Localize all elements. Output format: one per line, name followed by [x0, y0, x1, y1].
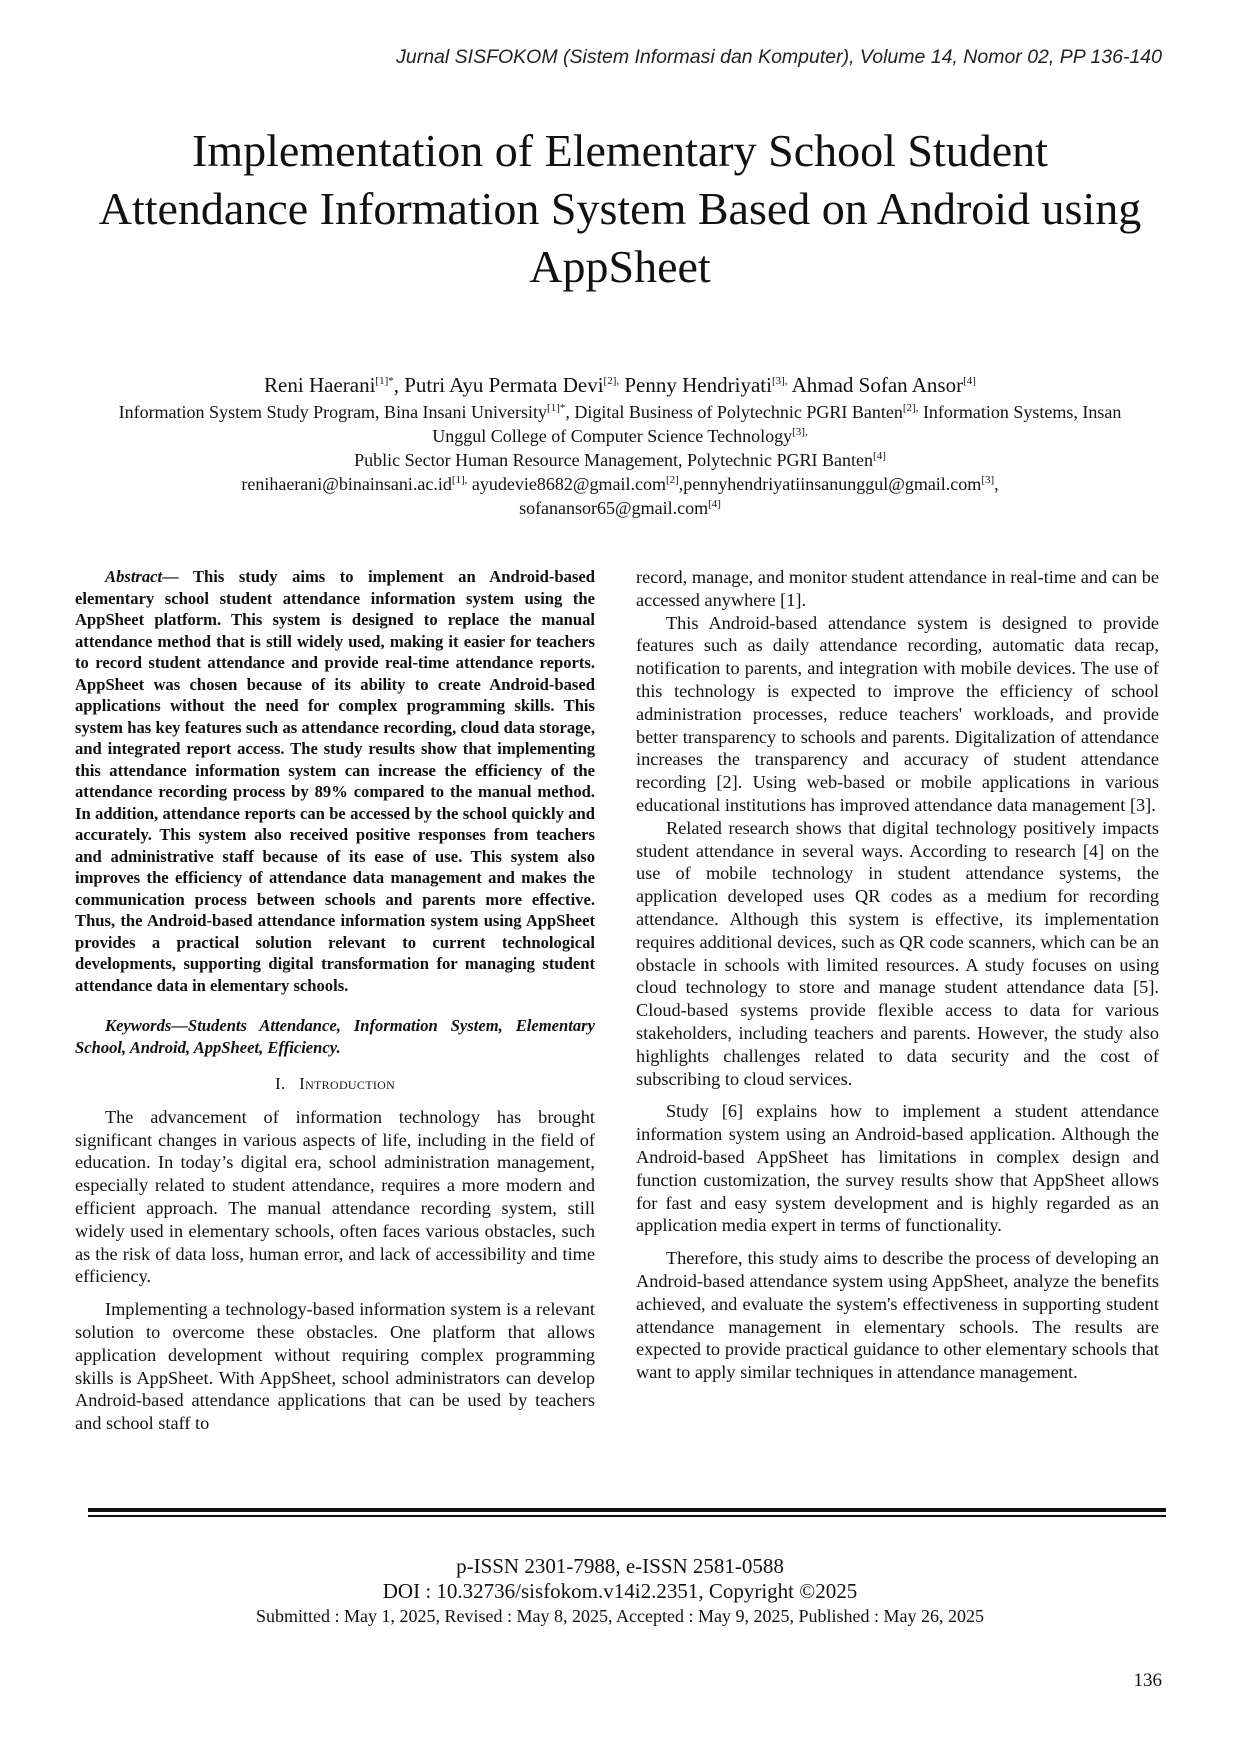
- right-column: [636, 566, 1159, 1384]
- author-separator: ,: [393, 373, 405, 397]
- author-affiliation-marker: [2],: [603, 375, 620, 387]
- abstract-dash: —: [162, 567, 193, 586]
- section-title: Introduction: [299, 1074, 396, 1093]
- left-column: [75, 566, 595, 1435]
- author-affiliation-marker: [3],: [771, 375, 788, 387]
- affiliation-text: Information Systems, Insan Unggul College of Computer Science Technology: [432, 402, 1122, 446]
- author-name: Ahmad Sofan Ansor: [791, 373, 964, 397]
- email-address: ayudevie8682@gmail.com: [467, 474, 666, 494]
- affiliation-marker: [1]*: [547, 402, 566, 414]
- author-name: Putri Ayu Permata Devi: [404, 373, 604, 397]
- page-footer: [90, 1554, 1150, 1628]
- body-paragraph: Related research shows that digital technology positively impacts student attendance in several ways. According to research [4] on the use of mobile technology in student attendance systems, the application developed uses QR codes as a medium for recording attendance. Although this system is effective, its implementation requires additional devices, such as QR code scanners, which can be an obstacle in schools with limited resources. A study focuses on using cloud technology to store and manage student attendance data [5]. Cloud-based systems provide flexible access to data for various stakeholders, including teachers and parents. However, the study also highlights challenges related to data security and the cost of subscribing to cloud services.: [636, 817, 1159, 1089]
- body-paragraph: Therefore, this study aims to describe the process of developing an Android-based attendance system using AppSheet, analyze the benefits achieved, and evaluate the system's effectiveness in supporting student attendance management in elementary schools. The results are expected to provide practical guidance to other elementary schools that want to apply similar techniques in attendance management.: [636, 1248, 1159, 1383]
- body-paragraph: Implementing a technology-based information system is a relevant solution to overcome these obstacles. One platform that allows application development without requiring complex programming skills is AppSheet. With AppSheet, school administrators can develop Android-based attendance applications that can be used by teachers and school staff to: [75, 1299, 595, 1434]
- affiliation-text: Information System Study Program, Bina Insani University: [118, 402, 548, 422]
- affiliation-marker: [2],: [902, 402, 919, 414]
- email-marker: [2]: [665, 474, 679, 486]
- footer-divider-thin: [88, 1515, 1166, 1517]
- author-affiliation-marker: [1]*: [375, 375, 394, 387]
- author-name: Reni Haerani: [264, 373, 376, 397]
- email-marker: [3]: [981, 474, 995, 486]
- email-line: [90, 496, 1150, 520]
- abstract: [75, 566, 595, 996]
- affiliations: [90, 400, 1150, 448]
- email-address: ,pennyhendriyatiinsanunggul@gmail.com: [678, 474, 982, 494]
- footer-divider-thick: [88, 1508, 1166, 1512]
- section-heading-introduction: [75, 1073, 595, 1096]
- page-number: 136: [1133, 1670, 1162, 1691]
- author-affiliation-marker: [4]: [963, 375, 976, 387]
- body-paragraph: Study [6] explains how to implement a student attendance information system using an Android-based application. Although the Android-based AppSheet has limitations in complex design and function customization, the survey results show that AppSheet allows for fast and easy system development and is highly regarded as an application media expert in terms of functionality.: [636, 1101, 1159, 1236]
- footer-doi: DOI : 10.32736/sisfokom.v14i2.2351, Copyright ©2025: [382, 1579, 858, 1603]
- author-list: [90, 372, 1150, 398]
- email-marker: [4]: [708, 498, 721, 510]
- email-address: sofanansor65@gmail.com: [519, 498, 709, 518]
- footer-issn: p-ISSN 2301-7988, e-ISSN 2581-0588: [456, 1554, 784, 1578]
- body-paragraph: record, manage, and monitor student attendance in real-time and can be accessed anywhere [1].: [636, 567, 1159, 610]
- footer-dates: Submitted : May 1, 2025, Revised : May 8, 2025, Accepted : May 9, 2025, Published : May 26, 2025: [256, 1606, 984, 1626]
- author-name: Penny Hendriyati: [624, 373, 772, 397]
- affiliation-marker: [4]: [873, 450, 886, 462]
- abstract-label: Abstract: [105, 567, 163, 586]
- email-marker: [1],: [451, 474, 468, 486]
- affiliation-line: [90, 448, 1150, 472]
- body-paragraph: This Android-based attendance system is designed to provide features such as daily attendance recording, automatic data recap, notification to parents, and integration with mobile devices. The use of this technology is expected to improve the efficiency of school administration processes, reduce teachers' workloads, and provide better transparency to schools and parents. Digitalization of attendance increases the transparency and accuracy of student attendance recording [2]. Using web-based or mobile applications in various educational institutions has improved attendance data management [3].: [636, 612, 1159, 815]
- affiliation-text: , Digital Business of Polytechnic PGRI Banten: [565, 402, 903, 422]
- journal-header: Jurnal SISFOKOM (Sistem Informasi dan Komputer), Volume 14, Nomor 02, PP 136-140: [396, 46, 1162, 68]
- email-separator: ,: [994, 474, 999, 494]
- email-list: [90, 472, 1150, 496]
- paper-title: Implementation of Elementary School Student Attendance Information System Based on Android using AppSheet: [98, 125, 1142, 292]
- email-address: renihaerani@binainsani.ac.id: [241, 474, 452, 494]
- body-paragraph: The advancement of information technology has brought significant changes in various aspects of life, including in the field of education. In today’s digital era, school administration management, especially related to student attendance, requires a more modern and efficient approach. The manual attendance recording system, still widely used in elementary schools, often faces various obstacles, such as the risk of data loss, human error, and lack of accessibility and time efficiency.: [75, 1106, 595, 1287]
- section-number: I.: [274, 1074, 286, 1093]
- keywords: Keywords—Students Attendance, Information System, Elementary School, Android, AppSheet, Efficiency.: [75, 1016, 595, 1057]
- authors-block: [90, 372, 1150, 520]
- abstract-text: This study aims to implement an Android-based elementary school student attendance information system using the AppSheet platform. This system is designed to replace the manual attendance method that is still widely used, making it easier for teachers to record student attendance and provide real-time attendance reports. AppSheet was chosen because of its ability to create Android-based applications without the need for complex programming skills. This system has key features such as attendance recording, cloud data storage, and integrated report access. The study results show that implementing this attendance information system can increase the efficiency of the attendance recording process by 89% compared to the manual method. In addition, attendance reports can be accessed by the school quickly and accurately. This system also received positive responses from teachers and administrative staff because of its ease of use. This system also improves the efficiency of attendance data management and makes the communication process between schools and parents more effective. Thus, the Android-based attendance information system using AppSheet provides a practical solution relevant to current technological developments, supporting digital transformation for managing student attendance data in elementary schools.: [75, 567, 595, 995]
- affiliation-text: Public Sector Human Resource Management, Polytechnic PGRI Banten: [354, 450, 874, 470]
- affiliation-marker: [3],: [792, 426, 808, 438]
